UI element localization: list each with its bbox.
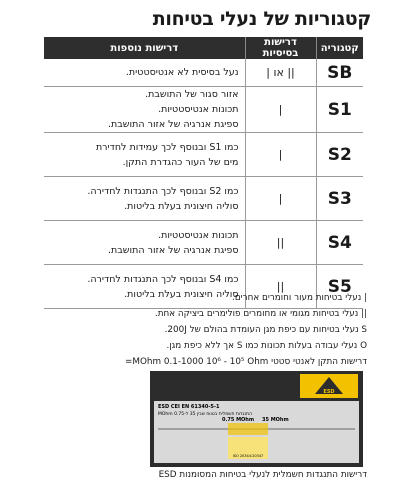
- extra-line: ספיגת אנרגיה של אזור התושבת.: [108, 119, 239, 130]
- extra-line: סוליה חיצונית בעלת בליטות.: [124, 200, 239, 212]
- table-row: [44, 133, 363, 177]
- label-iso-text: ISO 20344:20347: [232, 454, 264, 458]
- extra-line: נעל בסיסית לא אנטיסטטית.: [125, 67, 239, 78]
- page-title: קטגוריות של נעלי בטיחות: [152, 8, 371, 30]
- header-category: קטגוריה: [316, 37, 363, 59]
- note-item: || נעלי בטיחות מגומי או מחומרים פולימרים ביציקה אחת.: [154, 309, 367, 319]
- esd-label-image: [150, 371, 363, 467]
- extra-line: סוליה חיצונית בעלת בליטות.: [124, 288, 239, 300]
- note-item: S נעלי בטיחות עם כיפת מגן העומדת בהולם של 200J.: [164, 325, 367, 335]
- cell-basic: ||: [245, 265, 316, 309]
- extra-line: כמו S4 ובנוסף לכך התנגדות לחדירה.: [87, 273, 239, 285]
- label-scale-left: 0.75 MOhm: [222, 417, 255, 423]
- note-item: דרישות התקן לאנטי סטטי Ohm ‏10⁵ - 10⁶ ‏MOhm 0.1-1000=: [125, 357, 367, 367]
- header-extra: דרישות נוספות: [44, 37, 245, 59]
- extra-line: מים של העור כהגדרת התקן.: [122, 156, 239, 168]
- cell-extra: [44, 221, 245, 265]
- cell-extra: [44, 59, 245, 87]
- label-unit-line: MOhm התנגדות חשמלית בטווח שבין 35 ל-0.75: [158, 412, 253, 417]
- table-row: [44, 221, 363, 265]
- extra-line: תכונות אנטיסטטיות.: [158, 104, 239, 115]
- extra-line: כמו S2 ובנוסף לכך התנגדות לחדירה.: [87, 185, 239, 197]
- table-row: [44, 87, 363, 133]
- cell-basic: |: [245, 177, 316, 221]
- esd-logo-text: ESD: [323, 389, 335, 395]
- cell-category: S2: [316, 133, 363, 177]
- label-scale-right: 35 MOhm: [262, 417, 289, 423]
- notes: [37, 291, 367, 371]
- label-scale-range: [228, 423, 268, 435]
- extra-line: ספיגת אנרגיה של אזור התושבת.: [108, 244, 239, 256]
- cell-extra: [44, 87, 245, 133]
- cell-category: S1: [316, 87, 363, 133]
- image-caption: דרישות התנגדות חשמלית לנעלי בטיחות המסומנות ESD: [158, 470, 367, 480]
- note-item: O נעלי עבודה בעלות תכונות כמו S אך ללא כיפת מגן.: [166, 341, 367, 351]
- table-header-row: [44, 37, 363, 59]
- cell-category: SB: [316, 59, 363, 87]
- header-basic: דרישות בסיסיות: [245, 37, 316, 59]
- categories-table: [44, 37, 363, 309]
- cell-basic: || או |: [245, 59, 316, 87]
- extra-line: כמו S1 ובנוסף לכך עמידות לחדירת: [95, 141, 239, 153]
- cell-basic: |: [245, 87, 316, 133]
- cell-extra: [44, 177, 245, 221]
- cell-extra: [44, 133, 245, 177]
- cell-category: S5: [316, 265, 363, 309]
- note-item: | נעלי בטיחות מעור וחומרים אחרים.: [232, 293, 367, 303]
- cell-category: S3: [316, 177, 363, 221]
- extra-line: תכונות אנטיסטטיות.: [158, 229, 239, 241]
- cell-basic: |: [245, 133, 316, 177]
- label-standard: ESD CEI EN 61340-5-1: [158, 404, 220, 410]
- table-row: [44, 59, 363, 87]
- table-row: [44, 177, 363, 221]
- cell-category: S4: [316, 221, 363, 265]
- extra-line: אזור סגור של התושבת.: [145, 89, 239, 100]
- cell-basic: ||: [245, 221, 316, 265]
